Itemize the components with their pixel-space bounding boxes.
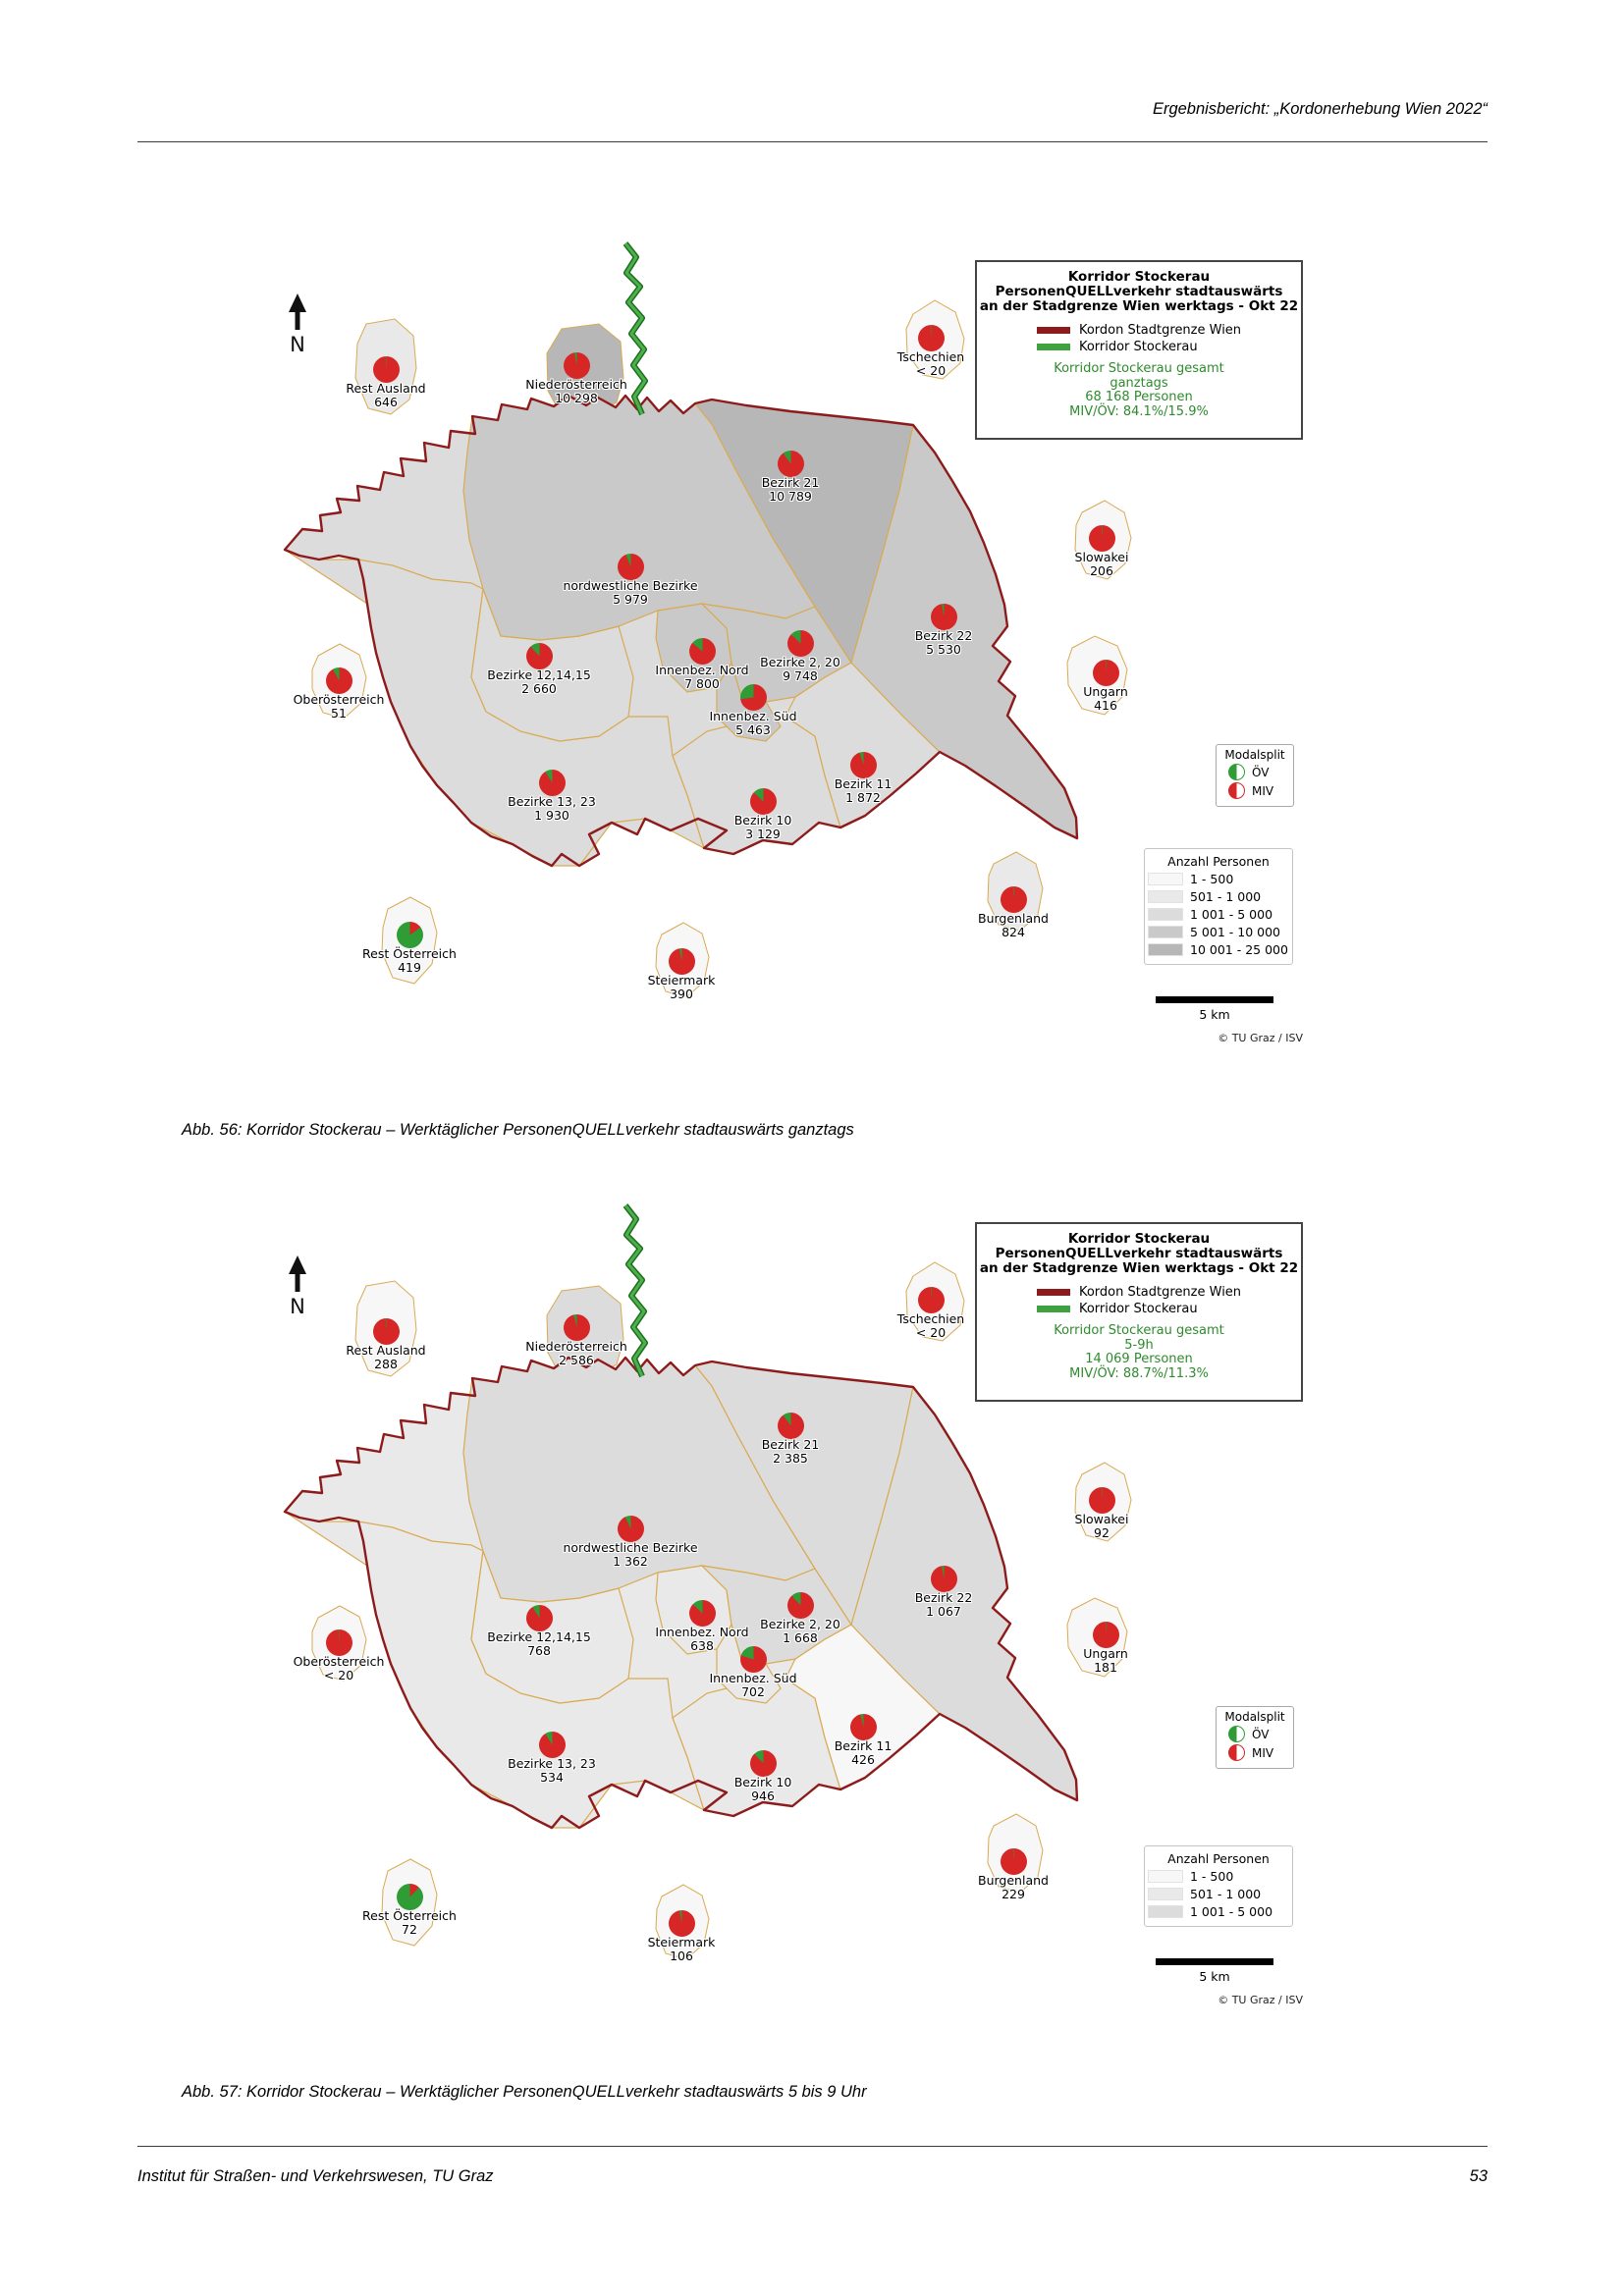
map-credit: © TU Graz / ISV: [1218, 1994, 1303, 2006]
marker-region-name: Slowakei: [1074, 1512, 1129, 1526]
modalsplit-oev-row: [1228, 1726, 1293, 1742]
oev-half-circle-icon: [1228, 1726, 1245, 1742]
marker-region-name: Innenbez. Süd: [709, 1671, 797, 1685]
summary-line: Korridor Stockerau gesamt: [1054, 1323, 1224, 1338]
marker-value: 2 385: [773, 1450, 808, 1466]
marker-region-name: Innenbez. Süd: [709, 709, 797, 723]
marker-label: [593, 1936, 770, 1962]
footer-rule: [137, 2146, 1488, 2147]
marker-region-name: Ungarn: [1083, 1646, 1128, 1661]
modal-split-pie-icon: [669, 1910, 695, 1937]
legend-title-line: Korridor Stockerau: [1067, 1231, 1211, 1247]
legend-title-line: Korridor Stockerau: [1067, 269, 1211, 285]
marker-label: [298, 382, 474, 408]
marker-label: [925, 912, 1102, 938]
marker-region-name: Slowakei: [1074, 550, 1129, 564]
summary-line: MIV/ÖV: 84.1%/15.9%: [1069, 403, 1209, 419]
marker-value: 824: [1001, 924, 1025, 939]
footer-institute: Institut für Straßen- und Verkehrswesen, TU Graz: [137, 2167, 494, 2185]
anzahl-class-row: [1148, 1869, 1292, 1884]
marker-region-name: Niederösterreich: [525, 1339, 627, 1354]
modal-split-pie-icon: [931, 604, 957, 630]
modal-split-pie-icon: [850, 1714, 877, 1740]
modal-split-pie-icon: [539, 1732, 566, 1758]
marker-label: [488, 1340, 665, 1366]
marker-value: 10 298: [555, 390, 598, 405]
page-header: Ergebnisbericht: „Kordonerhebung Wien 2022“: [1152, 100, 1488, 118]
marker-region-name: Bezirke 13, 23: [508, 1756, 596, 1771]
modal-split-pie-icon: [526, 643, 553, 669]
modalsplit-legend: [1216, 744, 1294, 807]
marker-label: [451, 668, 627, 695]
marker-value: 5 979: [613, 591, 648, 607]
modal-split-pie-icon: [850, 752, 877, 778]
marker-label: [702, 476, 879, 503]
marker-region-name: Bezirke 2, 20: [760, 1617, 840, 1631]
modal-split-pie-icon: [1001, 1848, 1027, 1875]
class-color-swatch: [1148, 908, 1183, 921]
summary-line: 68 168 Personen: [1085, 390, 1193, 404]
marker-value: 1 872: [845, 789, 881, 805]
marker-value: 702: [741, 1683, 765, 1699]
anzahl-class-row: [1148, 1887, 1292, 1901]
summary-line: 5-9h: [1124, 1337, 1154, 1353]
modal-split-pie-icon: [526, 1605, 553, 1631]
modalsplit-oev-row: [1228, 764, 1293, 780]
marker-label: [451, 1630, 627, 1657]
marker-value: 638: [690, 1637, 714, 1653]
legend-item-korridor: [1037, 339, 1241, 355]
anzahl-title: Anzahl Personen: [1167, 1851, 1270, 1866]
marker-label: [542, 579, 719, 606]
marker-region-name: Burgenland: [978, 911, 1049, 926]
header-rule: [137, 141, 1488, 142]
legend-title: [977, 262, 1301, 314]
figure-caption-abb-57: Abb. 57: Korridor Stockerau – Werktäglicher PersonenQUELLverkehr stadtauswärts 5 bis 9 Uhr: [182, 2083, 867, 2101]
marker-value: < 20: [323, 1667, 354, 1682]
class-range-label: 1 001 - 5 000: [1190, 1904, 1273, 1919]
marker-label: [593, 974, 770, 1000]
class-range-label: 1 001 - 5 000: [1190, 907, 1273, 922]
marker-label: [1017, 685, 1194, 712]
marker-region-name: Bezirke 12,14,15: [487, 1629, 591, 1644]
summary-line: MIV/ÖV: 88.7%/11.3%: [1069, 1365, 1209, 1381]
modal-split-pie-icon: [931, 1566, 957, 1592]
marker-region-name: Bezirke 12,14,15: [487, 667, 591, 682]
modal-split-pie-icon: [1001, 886, 1027, 913]
modal-split-pie-icon: [669, 948, 695, 975]
anzahl-class-row: [1148, 1904, 1292, 1919]
marker-label: [855, 629, 1032, 656]
anzahl-class-row: [1148, 942, 1292, 957]
oev-label: ÖV: [1252, 765, 1270, 779]
marker-label: [775, 1739, 951, 1766]
class-color-swatch: [1148, 1905, 1183, 1918]
marker-value: < 20: [915, 1324, 947, 1340]
map-title-legend: [975, 1222, 1303, 1402]
miv-label: MIV: [1252, 783, 1274, 798]
legend-summary: [977, 362, 1301, 419]
modal-split-pie-icon: [918, 1287, 945, 1313]
class-color-swatch: [1148, 890, 1183, 903]
legend-title-line: an der Stadgrenze Wien werktags - Okt 22: [979, 1260, 1299, 1276]
anzahl-class-row: [1148, 872, 1292, 886]
marker-region-name: Burgenland: [978, 1873, 1049, 1888]
korridor-line-swatch-icon: [1037, 1306, 1070, 1312]
marker-label: [665, 1672, 841, 1698]
summary-line: Korridor Stockerau gesamt: [1054, 361, 1224, 376]
marker-region-name: Bezirk 21: [761, 475, 820, 490]
marker-label: [675, 1776, 851, 1802]
modalsplit-miv-row: [1228, 1744, 1293, 1761]
marker-region-name: Oberösterreich: [293, 692, 385, 707]
class-color-swatch: [1148, 1888, 1183, 1900]
marker-value: 51: [331, 705, 347, 721]
marker-value: 419: [398, 959, 421, 975]
marker-label: [712, 1618, 889, 1644]
marker-region-name: Steiermark: [647, 1935, 716, 1949]
anzahl-personen-legend: [1144, 1845, 1293, 1927]
legend-title-line: an der Stadgrenze Wien werktags - Okt 22: [979, 298, 1299, 314]
marker-value: 229: [1001, 1886, 1025, 1901]
marker-region-name: Innenbez. Nord: [655, 663, 749, 677]
scale-label: 5 km: [1199, 1969, 1230, 1984]
marker-label: [1013, 1513, 1190, 1539]
marker-label: [321, 947, 498, 974]
marker-value: 92: [1094, 1524, 1110, 1540]
marker-value: < 20: [915, 362, 947, 378]
class-range-label: 10 001 - 25 000: [1190, 942, 1288, 957]
modal-split-pie-icon: [787, 1592, 814, 1619]
modal-split-pie-icon: [326, 667, 352, 694]
class-range-label: 1 - 500: [1190, 1869, 1234, 1884]
marker-label: [542, 1541, 719, 1568]
map-title-legend: [975, 260, 1303, 440]
scale-bar: [1156, 1958, 1273, 1965]
anzahl-title: Anzahl Personen: [1167, 854, 1270, 869]
marker-label: [1017, 1647, 1194, 1674]
modal-split-pie-icon: [618, 554, 644, 580]
marker-region-name: Rest Österreich: [362, 1908, 457, 1923]
modal-split-pie-icon: [778, 451, 804, 477]
marker-region-name: Tschechien: [896, 1311, 965, 1326]
marker-label: [712, 656, 889, 682]
marker-value: 534: [540, 1769, 564, 1785]
marker-value: 2 660: [521, 680, 557, 696]
marker-value: 1 930: [534, 807, 569, 823]
summary-line: 14 069 Personen: [1085, 1352, 1193, 1366]
class-range-label: 5 001 - 10 000: [1190, 925, 1280, 939]
marker-label: [855, 1591, 1032, 1618]
legend-item-kordon: [1037, 1284, 1241, 1301]
marker-value: 426: [851, 1751, 875, 1767]
marker-value: 2 586: [559, 1352, 594, 1367]
legend-title-line: PersonenQUELLverkehr stadtauswärts: [995, 1246, 1283, 1261]
marker-value: 3 129: [745, 826, 781, 841]
marker-label: [675, 814, 851, 840]
modal-split-pie-icon: [1093, 1622, 1119, 1648]
marker-region-name: Bezirk 11: [834, 1738, 893, 1753]
scale-bar: [1156, 996, 1273, 1003]
modal-split-pie-icon: [750, 1750, 777, 1777]
marker-region-name: Tschechien: [896, 349, 965, 364]
modal-split-pie-icon: [618, 1516, 644, 1542]
kordon-line-label: Kordon Stadtgrenze Wien: [1078, 1285, 1242, 1300]
footer-page-number: 53: [1469, 2167, 1488, 2185]
legend-line-items: [1037, 1284, 1241, 1317]
legend-summary: [977, 1324, 1301, 1381]
marker-value: 1 362: [613, 1553, 648, 1569]
oev-half-circle-icon: [1228, 764, 1245, 780]
marker-value: 768: [527, 1642, 551, 1658]
kordon-line-swatch-icon: [1037, 327, 1070, 334]
modal-split-pie-icon: [740, 684, 767, 711]
marker-value: 181: [1094, 1659, 1117, 1675]
marker-value: 390: [670, 986, 693, 1001]
modal-split-pie-icon: [787, 630, 814, 657]
figure-caption-abb-56: Abb. 56: Korridor Stockerau – Werktäglicher PersonenQUELLverkehr stadtauswärts ganztags: [182, 1121, 854, 1139]
marker-value: 946: [751, 1788, 775, 1803]
modal-split-pie-icon: [373, 356, 400, 383]
svg-text:N: N: [290, 1295, 305, 1318]
marker-region-name: Bezirk 22: [914, 1590, 973, 1605]
modal-split-pie-icon: [750, 788, 777, 815]
anzahl-class-row: [1148, 907, 1292, 922]
map-figure-abb-56: [137, 167, 1487, 1075]
modal-split-pie-icon: [373, 1318, 400, 1345]
anzahl-personen-legend: [1144, 848, 1293, 965]
legend-line-items: [1037, 322, 1241, 355]
marker-value: 646: [374, 394, 398, 409]
marker-value: 1 668: [783, 1629, 818, 1645]
anzahl-class-row: [1148, 889, 1292, 904]
marker-region-name: Bezirke 13, 23: [508, 794, 596, 809]
marker-region-name: Bezirk 10: [733, 1775, 792, 1789]
modalsplit-legend: [1216, 1706, 1294, 1769]
anzahl-class-row: [1148, 925, 1292, 939]
marker-region-name: nordwestliche Bezirke: [563, 1540, 698, 1555]
marker-region-name: Rest Ausland: [346, 1343, 426, 1358]
marker-value: 416: [1094, 697, 1117, 713]
miv-half-circle-icon: [1228, 1744, 1245, 1761]
legend-item-korridor: [1037, 1301, 1241, 1317]
class-color-swatch: [1148, 926, 1183, 938]
marker-region-name: Bezirk 11: [834, 776, 893, 791]
marker-region-name: Steiermark: [647, 973, 716, 988]
modal-split-pie-icon: [1089, 525, 1115, 552]
class-color-swatch: [1148, 873, 1183, 885]
marker-region-name: Niederösterreich: [525, 377, 627, 392]
modal-split-pie-icon: [326, 1629, 352, 1656]
kordon-line-label: Kordon Stadtgrenze Wien: [1078, 323, 1242, 338]
modal-split-pie-icon: [740, 1646, 767, 1673]
legend-title-line: PersonenQUELLverkehr stadtauswärts: [995, 284, 1283, 299]
miv-label: MIV: [1252, 1745, 1274, 1760]
modal-split-pie-icon: [397, 1884, 423, 1910]
legend-title: [977, 1224, 1301, 1276]
svg-text:N: N: [290, 333, 305, 356]
marker-region-name: Bezirk 22: [914, 628, 973, 643]
modal-split-pie-icon: [564, 352, 590, 379]
marker-label: [702, 1438, 879, 1465]
marker-value: 1 067: [926, 1603, 961, 1619]
marker-value: 5 463: [735, 721, 771, 737]
class-range-label: 501 - 1 000: [1190, 889, 1262, 904]
marker-value: 9 748: [783, 667, 818, 683]
marker-region-name: Bezirk 10: [733, 813, 792, 828]
modalsplit-title: Modalsplit: [1224, 1710, 1285, 1724]
legend-item-kordon: [1037, 322, 1241, 339]
modalsplit-miv-row: [1228, 782, 1293, 799]
marker-label: [298, 1344, 474, 1370]
modal-split-pie-icon: [1089, 1487, 1115, 1514]
modal-split-pie-icon: [539, 770, 566, 796]
summary-line: ganztags: [1110, 375, 1168, 391]
modal-split-pie-icon: [397, 922, 423, 948]
marker-region-name: nordwestliche Bezirke: [563, 578, 698, 593]
modal-split-pie-icon: [1093, 660, 1119, 686]
scale-label: 5 km: [1199, 1007, 1230, 1022]
marker-value: 5 530: [926, 641, 961, 657]
marker-region-name: Bezirk 21: [761, 1437, 820, 1452]
marker-label: [250, 1655, 427, 1682]
modal-split-pie-icon: [918, 325, 945, 351]
korridor-line-swatch-icon: [1037, 344, 1070, 350]
marker-region-name: Bezirke 2, 20: [760, 655, 840, 669]
marker-value: 72: [402, 1921, 417, 1937]
marker-region-name: Ungarn: [1083, 684, 1128, 699]
marker-label: [488, 378, 665, 404]
class-range-label: 501 - 1 000: [1190, 1887, 1262, 1901]
marker-region-name: Oberösterreich: [293, 1654, 385, 1669]
marker-region-name: Innenbez. Nord: [655, 1625, 749, 1639]
map-credit: © TU Graz / ISV: [1218, 1032, 1303, 1044]
kordon-line-swatch-icon: [1037, 1289, 1070, 1296]
miv-half-circle-icon: [1228, 782, 1245, 799]
modal-split-pie-icon: [564, 1314, 590, 1341]
marker-region-name: Rest Ausland: [346, 381, 426, 396]
korridor-line-label: Korridor Stockerau: [1078, 1302, 1198, 1316]
marker-label: [925, 1874, 1102, 1900]
class-color-swatch: [1148, 943, 1183, 956]
class-color-swatch: [1148, 1870, 1183, 1883]
class-range-label: 1 - 500: [1190, 872, 1234, 886]
marker-label: [665, 710, 841, 736]
marker-value: 7 800: [684, 675, 720, 691]
marker-label: [463, 1757, 640, 1784]
anzahl-rows: [1145, 1869, 1292, 1919]
marker-value: 10 789: [769, 488, 812, 504]
marker-value: 106: [670, 1948, 693, 1963]
map-figure-abb-57: [137, 1129, 1487, 2037]
modal-split-pie-icon: [778, 1413, 804, 1439]
marker-region-name: Rest Österreich: [362, 946, 457, 961]
marker-label: [250, 693, 427, 720]
marker-label: [1013, 551, 1190, 577]
oev-label: ÖV: [1252, 1727, 1270, 1741]
marker-value: 288: [374, 1356, 398, 1371]
anzahl-rows: [1145, 872, 1292, 957]
marker-label: [321, 1909, 498, 1936]
marker-value: 206: [1090, 562, 1113, 578]
marker-label: [775, 777, 951, 804]
marker-label: [463, 795, 640, 822]
modalsplit-title: Modalsplit: [1224, 748, 1285, 762]
korridor-line-label: Korridor Stockerau: [1078, 340, 1198, 354]
